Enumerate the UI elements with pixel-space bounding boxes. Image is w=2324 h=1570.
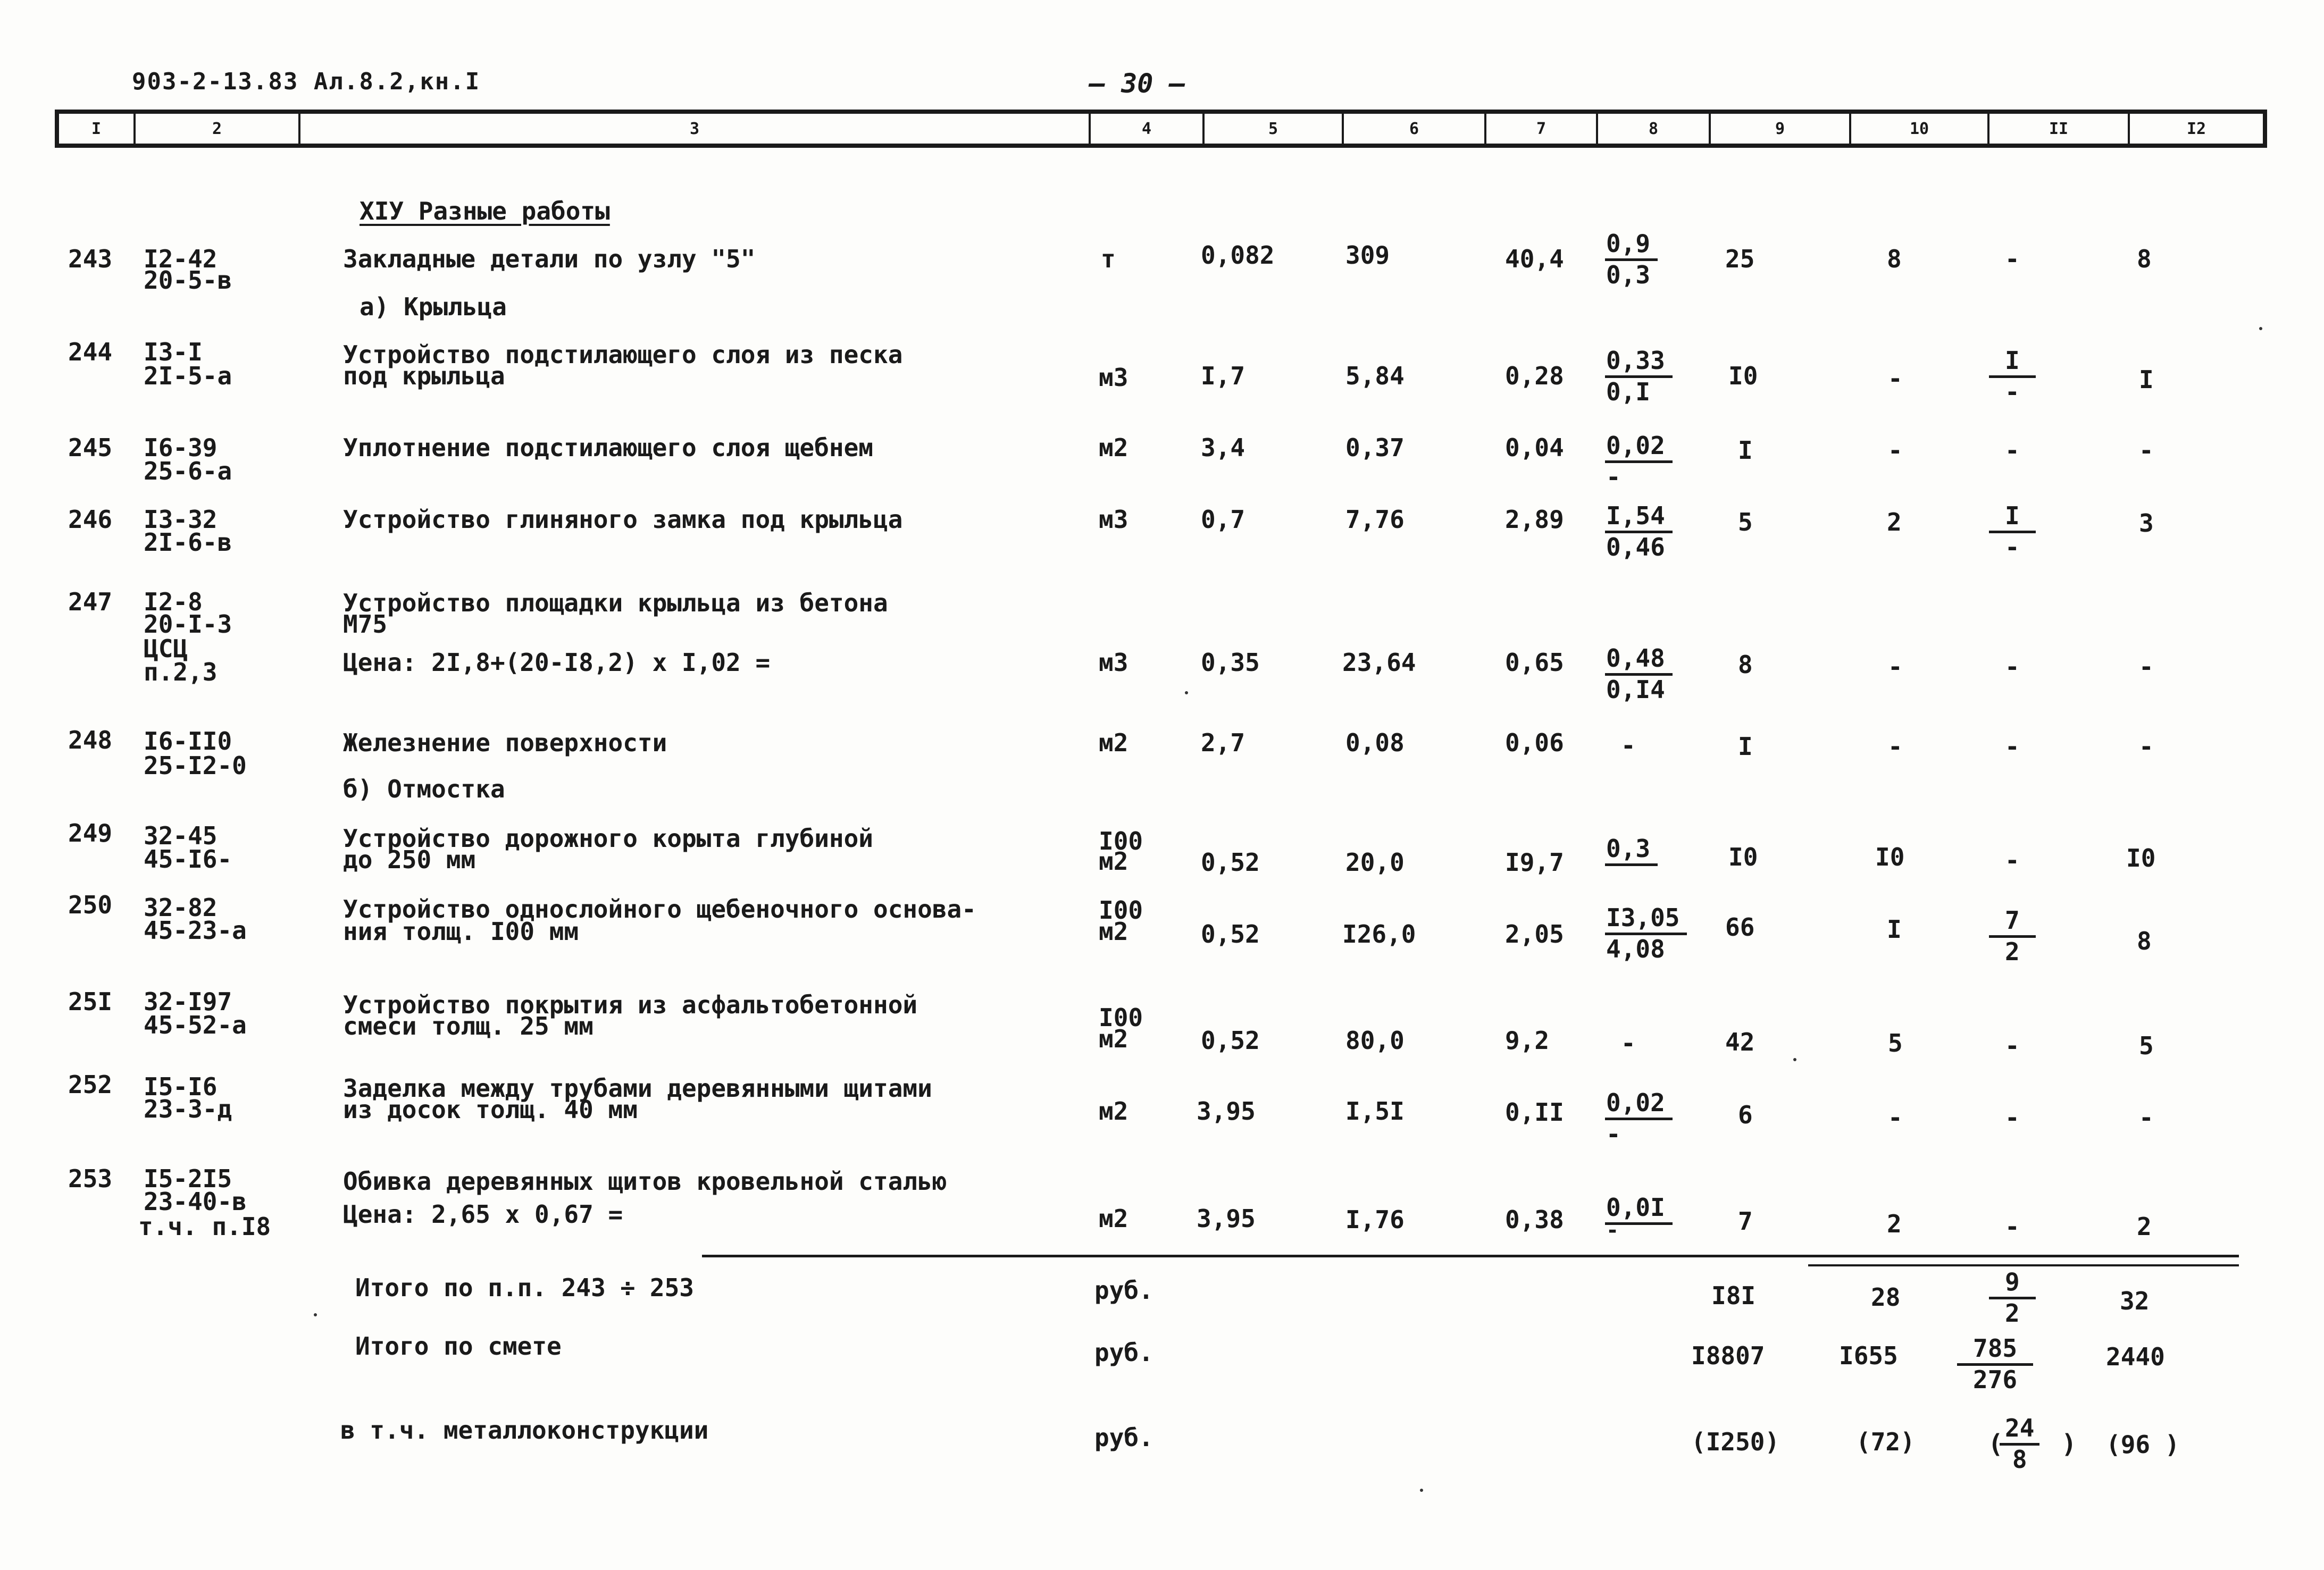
col7-value: 9,2 (1505, 1026, 1550, 1055)
unit-cost: 23,64 (1342, 648, 1416, 677)
totals-col12: 2440 (2106, 1342, 2165, 1371)
col10-value: - (1888, 436, 1903, 465)
norm-code: I6-II0 (144, 727, 232, 755)
col8-numerator: 0,02 (1605, 1089, 1673, 1120)
col11-value: - (2005, 846, 2020, 875)
col11-fraction (1989, 502, 2036, 561)
col11-numerator: 7 (1989, 906, 2036, 938)
column-header: 10 (1849, 114, 1987, 144)
price-formula: Цена: 2,65 х 0,67 = (343, 1200, 623, 1229)
unit-cost: 0,37 (1345, 433, 1405, 462)
work-description: ния толщ. I00 мм (343, 917, 579, 946)
col12-value: I (2139, 365, 2154, 394)
col8-numerator: I,54 (1605, 502, 1673, 533)
work-description: Устройство дорожного корыта глубиной (343, 824, 873, 853)
row-number: 252 (68, 1070, 113, 1099)
col8-denominator: 4,08 (1606, 935, 1665, 963)
col8-value: - (1621, 1029, 1636, 1057)
work-description: под крыльца (343, 362, 505, 390)
col7-value: 0,38 (1505, 1205, 1564, 1234)
norm-code: 20-I-3 (144, 610, 232, 639)
totals-col11-numerator: 9 (1989, 1268, 2036, 1299)
unit-cost: 0,08 (1345, 728, 1405, 757)
totals-col11-fraction (1989, 1268, 2036, 1327)
unit-cost: I26,0 (1342, 920, 1416, 948)
subsection-title: б) Отмостка (343, 775, 505, 803)
col11-fraction (1989, 906, 2036, 965)
norm-code: 45-23-а (144, 916, 247, 945)
norm-code: 32-82 (144, 893, 218, 922)
col11-fraction (1989, 347, 2036, 406)
page-number: — 30 — (1089, 68, 1185, 99)
column-header: 6 (1342, 114, 1484, 144)
scan-speck (1420, 1489, 1423, 1492)
col8-fraction (1605, 904, 1687, 963)
work-description: М75 (343, 610, 388, 639)
unit: м2 (1099, 1097, 1128, 1126)
col8-numerator: 0,48 (1605, 644, 1673, 676)
column-header: 2 (133, 114, 298, 144)
col8-numerator: 0,9 (1605, 230, 1658, 261)
unit: т (1101, 245, 1116, 273)
document-code: 903-2-13.83 Ал.8.2,кн.I (132, 68, 481, 95)
col8-fraction (1605, 835, 1658, 866)
col7-value: 2,05 (1505, 920, 1564, 948)
col8-numerator: 0,0I (1605, 1194, 1673, 1225)
totals-col10: 28 (1871, 1283, 1901, 1312)
totals-col9: (I250) (1691, 1428, 1780, 1456)
scan-speck (314, 1313, 317, 1316)
col8-denominator: - (1606, 463, 1621, 491)
unit: м2 (1099, 917, 1128, 946)
row-number: 253 (68, 1164, 113, 1193)
unit-cost: 309 (1345, 241, 1390, 270)
work-description: Уплотнение подстилающего слоя щебнем (343, 433, 873, 462)
col10-value: I0 (1875, 843, 1905, 871)
col12-value: 3 (2139, 509, 2154, 538)
norm-code: ЦСЦ (144, 634, 188, 663)
row-number: 247 (68, 587, 113, 616)
norm-code: 23-3-д (144, 1095, 232, 1123)
row-number: 250 (68, 891, 113, 919)
work-description: до 250 мм (343, 845, 476, 874)
col11-value: - (2005, 652, 2020, 681)
scan-speck (2259, 327, 2262, 330)
col11-value: - (2005, 732, 2020, 761)
unit: м2 (1099, 847, 1128, 876)
col9-value: 66 (1725, 913, 1755, 942)
norm-code: 32-45 (144, 821, 218, 850)
col8-fraction (1605, 230, 1658, 289)
norm-code: I5-2I5 (144, 1164, 232, 1193)
column-header: 8 (1596, 114, 1709, 144)
row-number: 245 (68, 433, 113, 462)
unit: I00 (1099, 827, 1143, 855)
col7-value: 40,4 (1505, 245, 1564, 273)
unit: м3 (1099, 505, 1128, 534)
unit: м2 (1099, 433, 1128, 462)
norm-code: 32-I97 (144, 987, 232, 1016)
quantity: I,7 (1201, 362, 1245, 390)
unit-cost: I,76 (1345, 1205, 1405, 1234)
col9-value: I (1738, 436, 1753, 465)
col11-numerator: I (1989, 502, 2036, 533)
quantity: 3,95 (1197, 1204, 1256, 1233)
col9-value: I (1738, 732, 1753, 761)
work-description: Устройство глиняного замка под крыльца (343, 505, 903, 534)
unit-cost: 7,76 (1345, 505, 1405, 534)
norm-code: 20-5-в (144, 266, 232, 295)
totals-col11-fraction (2000, 1414, 2039, 1473)
work-description: Устройство однослойного щебеночного основа- (343, 895, 976, 923)
unit: м2 (1099, 728, 1128, 757)
col8-denominator: 0,46 (1606, 533, 1665, 561)
totals-separator-line (702, 1255, 2239, 1257)
col12-value: I0 (2126, 844, 2156, 872)
totals-col10: (72) (1856, 1428, 1915, 1456)
totals-label: Итого по п.п. 243 ÷ 253 (355, 1273, 694, 1302)
col9-value: 6 (1738, 1101, 1753, 1129)
price-formula: Цена: 2I,8+(20-I8,2) х I,02 = (343, 648, 771, 677)
col11-denominator: 2 (2005, 937, 2020, 966)
unit: м2 (1099, 1204, 1128, 1233)
col11-value: - (2005, 436, 2020, 465)
col8-fraction (1605, 644, 1673, 703)
col12-value: 5 (2139, 1031, 2154, 1060)
row-number: 248 (68, 726, 113, 754)
col11-denominator: - (2005, 533, 2020, 561)
totals-separator-line-right (1808, 1264, 2239, 1266)
col7-value: 0,28 (1505, 362, 1564, 390)
col10-value: - (1888, 652, 1903, 681)
col12-value: - (2139, 1103, 2154, 1132)
totals-col9: I8I (1711, 1281, 1756, 1310)
totals-unit: руб. (1094, 1423, 1153, 1452)
col11-value: - (2005, 1212, 2020, 1241)
totals-col11-denominator: 8 (2012, 1445, 2027, 1474)
col10-value: 2 (1887, 1210, 1902, 1238)
norm-code: 25-I2-0 (144, 751, 247, 780)
col10-value: 5 (1888, 1029, 1903, 1057)
norm-code: 25-6-а (144, 457, 232, 485)
norm-code: I5-I6 (144, 1072, 218, 1101)
col8-numerator: 0,3 (1605, 835, 1658, 866)
col12-value: - (2139, 732, 2154, 761)
scan-speck (1793, 1058, 1796, 1061)
col9-value: I0 (1728, 362, 1758, 390)
totals-label: в т.ч. металлоконструкции (340, 1416, 709, 1445)
column-header: 3 (298, 114, 1089, 144)
column-header: 5 (1202, 114, 1342, 144)
quantity: 2,7 (1201, 728, 1245, 757)
col9-value: 8 (1738, 650, 1753, 679)
totals-unit: руб. (1094, 1276, 1153, 1305)
col12-value: - (2139, 436, 2154, 465)
col10-value: - (1888, 732, 1903, 761)
work-description: Заделка между трубами деревянными щитами (343, 1074, 932, 1103)
col10-value: - (1888, 364, 1903, 393)
column-header: 4 (1089, 114, 1202, 144)
norm-code: I3-I (144, 338, 203, 366)
quantity: 0,52 (1201, 1026, 1260, 1055)
quantity: 0,52 (1201, 920, 1260, 948)
work-description: Устройство подстилающего слоя из песка (343, 340, 903, 369)
column-header: I2 (2128, 114, 2263, 144)
col12-value: 2 (2137, 1212, 2152, 1241)
col8-numerator: 0,33 (1605, 347, 1673, 378)
col10-value: I (1887, 915, 1902, 944)
totals-col11-denominator: 2 (2005, 1299, 2020, 1328)
close-paren: ) (2061, 1429, 2077, 1459)
col12-value: 8 (2137, 927, 2152, 955)
col8-fraction (1605, 1193, 1673, 1242)
work-description: смеси толщ. 25 мм (343, 1012, 593, 1040)
section-title: XIУ Разные работы (360, 197, 610, 225)
quantity: 0,082 (1201, 241, 1275, 270)
row-number: 246 (68, 505, 113, 534)
row-number: 25I (68, 987, 113, 1016)
col9-value: 25 (1725, 245, 1755, 273)
totals-label: Итого по смете (355, 1332, 562, 1361)
quantity: 3,4 (1201, 433, 1245, 462)
quantity: 0,35 (1201, 648, 1260, 677)
unit-cost: 20,0 (1345, 848, 1405, 877)
col8-numerator: I3,05 (1605, 904, 1687, 935)
col7-value: I9,7 (1505, 848, 1564, 877)
totals-col9: I8807 (1691, 1341, 1765, 1370)
col8-denominator: 0,3 (1606, 261, 1651, 289)
column-header: 7 (1484, 114, 1596, 144)
norm-code: I2-42 (144, 245, 218, 273)
unit: м3 (1099, 363, 1128, 392)
norm-code: I2-8 (144, 587, 203, 616)
totals-col10: I655 (1839, 1341, 1898, 1370)
totals-col12: (96 ) (2106, 1430, 2180, 1459)
col8-fraction (1605, 502, 1673, 561)
col10-value: 2 (1887, 508, 1902, 536)
col7-value: 0,II (1505, 1098, 1564, 1127)
col11-value: - (2005, 1031, 2020, 1060)
unit-cost: 5,84 (1345, 362, 1405, 390)
totals-col11-numerator: 785 (1957, 1334, 2033, 1366)
col8-value: - (1621, 731, 1636, 760)
col7-value: 0,06 (1505, 728, 1564, 757)
norm-code: I3-32 (144, 505, 218, 534)
open-paren: ( (1988, 1429, 2003, 1459)
col12-value: 8 (2137, 245, 2152, 273)
unit: I00 (1099, 896, 1143, 925)
norm-code: 45-52-а (144, 1011, 247, 1039)
quantity: 0,7 (1201, 505, 1245, 534)
quantity: 3,95 (1197, 1097, 1256, 1126)
col11-value: - (2005, 1103, 2020, 1132)
row-number: 243 (68, 245, 113, 273)
col12-value: - (2139, 652, 2154, 681)
col11-numerator: I (1989, 347, 2036, 378)
work-description: Закладные детали по узлу "5" (343, 245, 756, 273)
norm-code: 2I-6-в (144, 528, 232, 557)
col8-fraction (1605, 432, 1673, 491)
totals-unit: руб. (1094, 1338, 1153, 1367)
column-header-row (55, 110, 2267, 148)
column-header: II (1987, 114, 2128, 144)
unit: м2 (1099, 1025, 1128, 1053)
norm-code: т.ч. п.I8 (138, 1212, 271, 1241)
quantity: 0,52 (1201, 848, 1260, 877)
col9-value: 7 (1738, 1207, 1753, 1236)
col8-fraction (1605, 347, 1673, 406)
col10-value: - (1888, 1103, 1903, 1132)
work-description: Устройство площадки крыльца из бетона (343, 589, 888, 617)
norm-code: 45-I6- (144, 845, 232, 874)
col8-fraction (1605, 1089, 1673, 1148)
norm-code: 2I-5-а (144, 362, 232, 390)
row-number: 244 (68, 338, 113, 366)
totals-col12: 32 (2120, 1287, 2150, 1315)
row-number: 249 (68, 819, 113, 847)
unit: I00 (1099, 1003, 1143, 1032)
norm-code: 23-40-в (144, 1187, 247, 1216)
col9-value: 5 (1738, 508, 1753, 536)
col10-value: 8 (1887, 245, 1902, 273)
unit: м3 (1099, 648, 1128, 677)
column-header: I (91, 119, 102, 138)
col9-value: I0 (1728, 843, 1758, 871)
scan-speck (1185, 691, 1188, 694)
col8-denominator: - (1606, 1218, 1619, 1242)
totals-col11-fraction (1957, 1334, 2033, 1393)
col11-denominator: - (2005, 377, 2020, 406)
col11-value: - (2005, 245, 2020, 273)
work-description: Обивка деревянных щитов кровельной сталью (343, 1167, 947, 1196)
subsection-title: а) Крыльца (360, 292, 507, 321)
work-description: из досок толщ. 40 мм (343, 1095, 638, 1124)
col7-value: 2,89 (1505, 505, 1564, 534)
norm-code: I6-39 (144, 433, 218, 462)
col7-value: 0,04 (1505, 433, 1564, 462)
totals-col11-numerator: 24 (2000, 1414, 2039, 1446)
unit-cost: 80,0 (1345, 1026, 1405, 1055)
col8-denominator: 0,I4 (1606, 675, 1665, 704)
col7-value: 0,65 (1505, 648, 1564, 677)
work-description: Устройство покрытия из асфальтобетонной (343, 990, 918, 1019)
unit-cost: I,5I (1345, 1097, 1405, 1126)
col8-numerator: 0,02 (1605, 432, 1673, 463)
col8-denominator: 0,I (1606, 377, 1651, 406)
col9-value: 42 (1725, 1028, 1755, 1056)
column-header: 9 (1709, 114, 1849, 144)
norm-code: п.2,3 (144, 658, 218, 686)
totals-col11-denominator: 276 (1973, 1365, 2018, 1394)
work-description: Железнение поверхности (343, 728, 667, 757)
col8-denominator: - (1606, 1120, 1621, 1148)
